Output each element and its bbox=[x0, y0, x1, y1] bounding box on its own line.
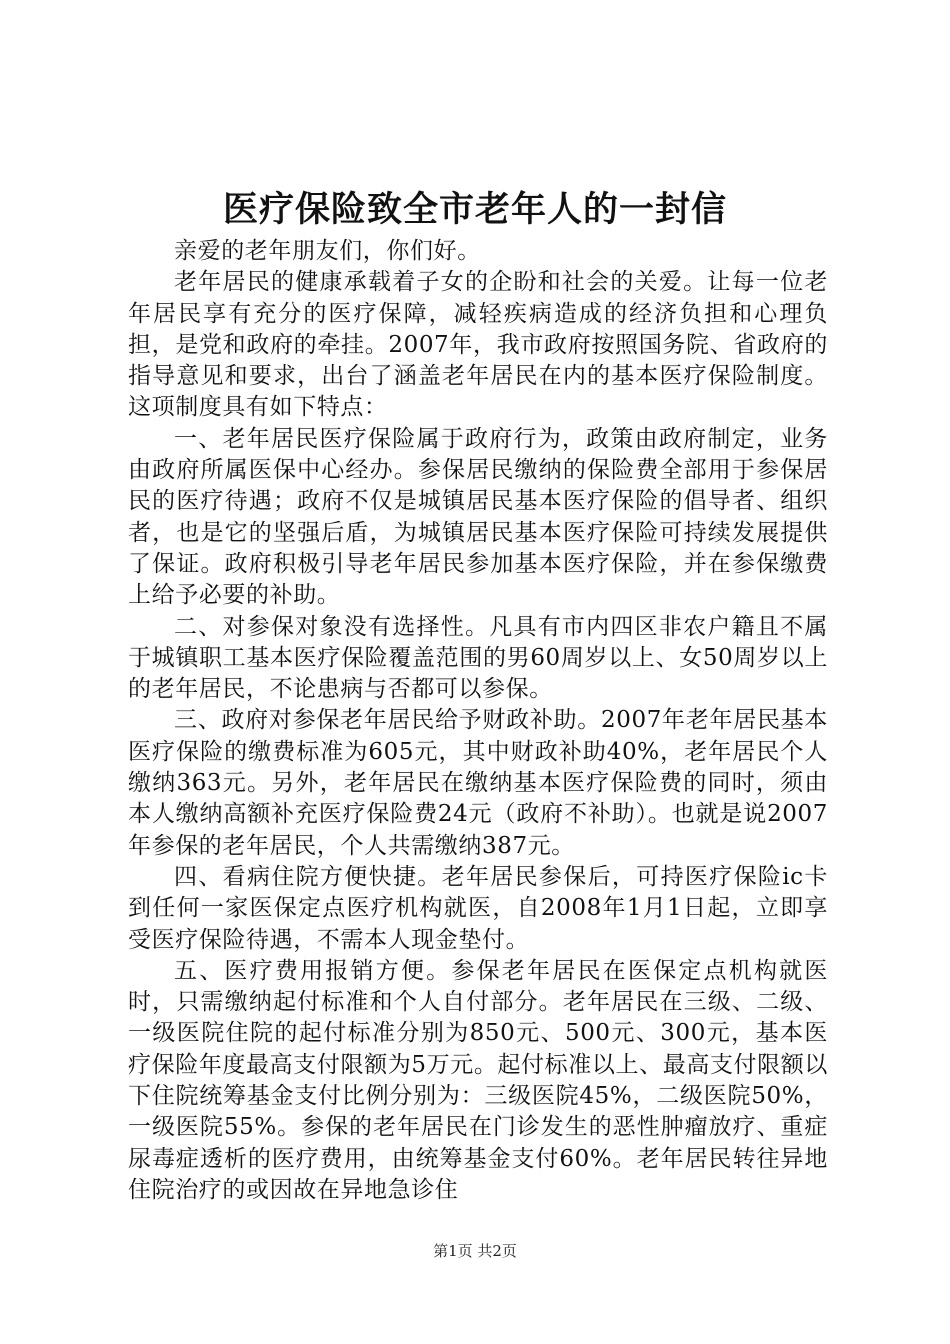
page-number-footer: 第1页 共2页 bbox=[433, 1242, 517, 1260]
point-three-paragraph: 三、政府对参保老年居民给予财政补助。2007年老年居民基本医疗保险的缴费标准为605元，其中财政补助40%，老年居民个人缴纳363元。另外，老年居民在缴纳基本医疗保险费的同时，须由本人缴纳高额补充医疗保险费24元（政府不补助）。也就是说2007年参保的老年居民，个人共需缴纳387元。 bbox=[128, 707, 828, 859]
point-two-paragraph: 二、对参保对象没有选择性。凡具有市内四区非农户籍且不属于城镇职工基本医疗保险覆盖范围的男60周岁以上、女50周岁以上的老年居民，不论患病与否都可以参保。 bbox=[128, 613, 828, 703]
intro-paragraph: 老年居民的健康承载着子女的企盼和社会的关爱。让每一位老年居民享有充分的医疗保障，减轻疾病造成的经济负担和心理负担，是党和政府的牵挂。2007年，我市政府按照国务院、省政府的指导意见和要求，出台了涵盖老年居民在内的基本医疗保险制度。这项制度具有如下特点： bbox=[128, 269, 828, 421]
point-one-paragraph: 一、老年居民医疗保险属于政府行为，政策由政府制定，业务由政府所属医保中心经办。参保居民缴纳的保险费全部用于参保居民的医疗待遇；政府不仅是城镇居民基本医疗保险的倡导者、组织者，也是它的坚强后盾，为城镇居民基本医疗保险可持续发展提供了保证。政府积极引导老年居民参加基本医疗保险，并在参保缴费上给予必要的补助。 bbox=[128, 425, 828, 609]
point-five-paragraph: 五、医疗费用报销方便。参保老年居民在医保定点机构就医时，只需缴纳起付标准和个人自付部分。老年居民在三级、二级、一级医院住院的起付标准分别为850元、500元、300元，基本医疗保险年度最高支付限额为5万元。起付标准以上、最高支付限额以下住院统筹基金支付比例分别为：三级医院45%，二级医院50%，一级医院55%。参保的老年居民在门诊发生的恶性肿瘤放疗、重症尿毒症透析的医疗费用，由统筹基金支付60%。老年居民转往异地住院治疗的或因故在异地急诊住 bbox=[128, 957, 828, 1203]
document-body bbox=[128, 236, 828, 1206]
greeting-paragraph: 亲爱的老年朋友们，你们好。 bbox=[174, 238, 481, 264]
document-title: 医疗保险致全市老年人的一封信 bbox=[222, 189, 727, 230]
point-four-paragraph: 四、看病住院方便快捷。老年居民参保后，可持医疗保险ic卡到任何一家医保定点医疗机构就医，自2008年1月1日起，立即享受医疗保险待遇，不需本人现金垫付。 bbox=[128, 863, 828, 953]
